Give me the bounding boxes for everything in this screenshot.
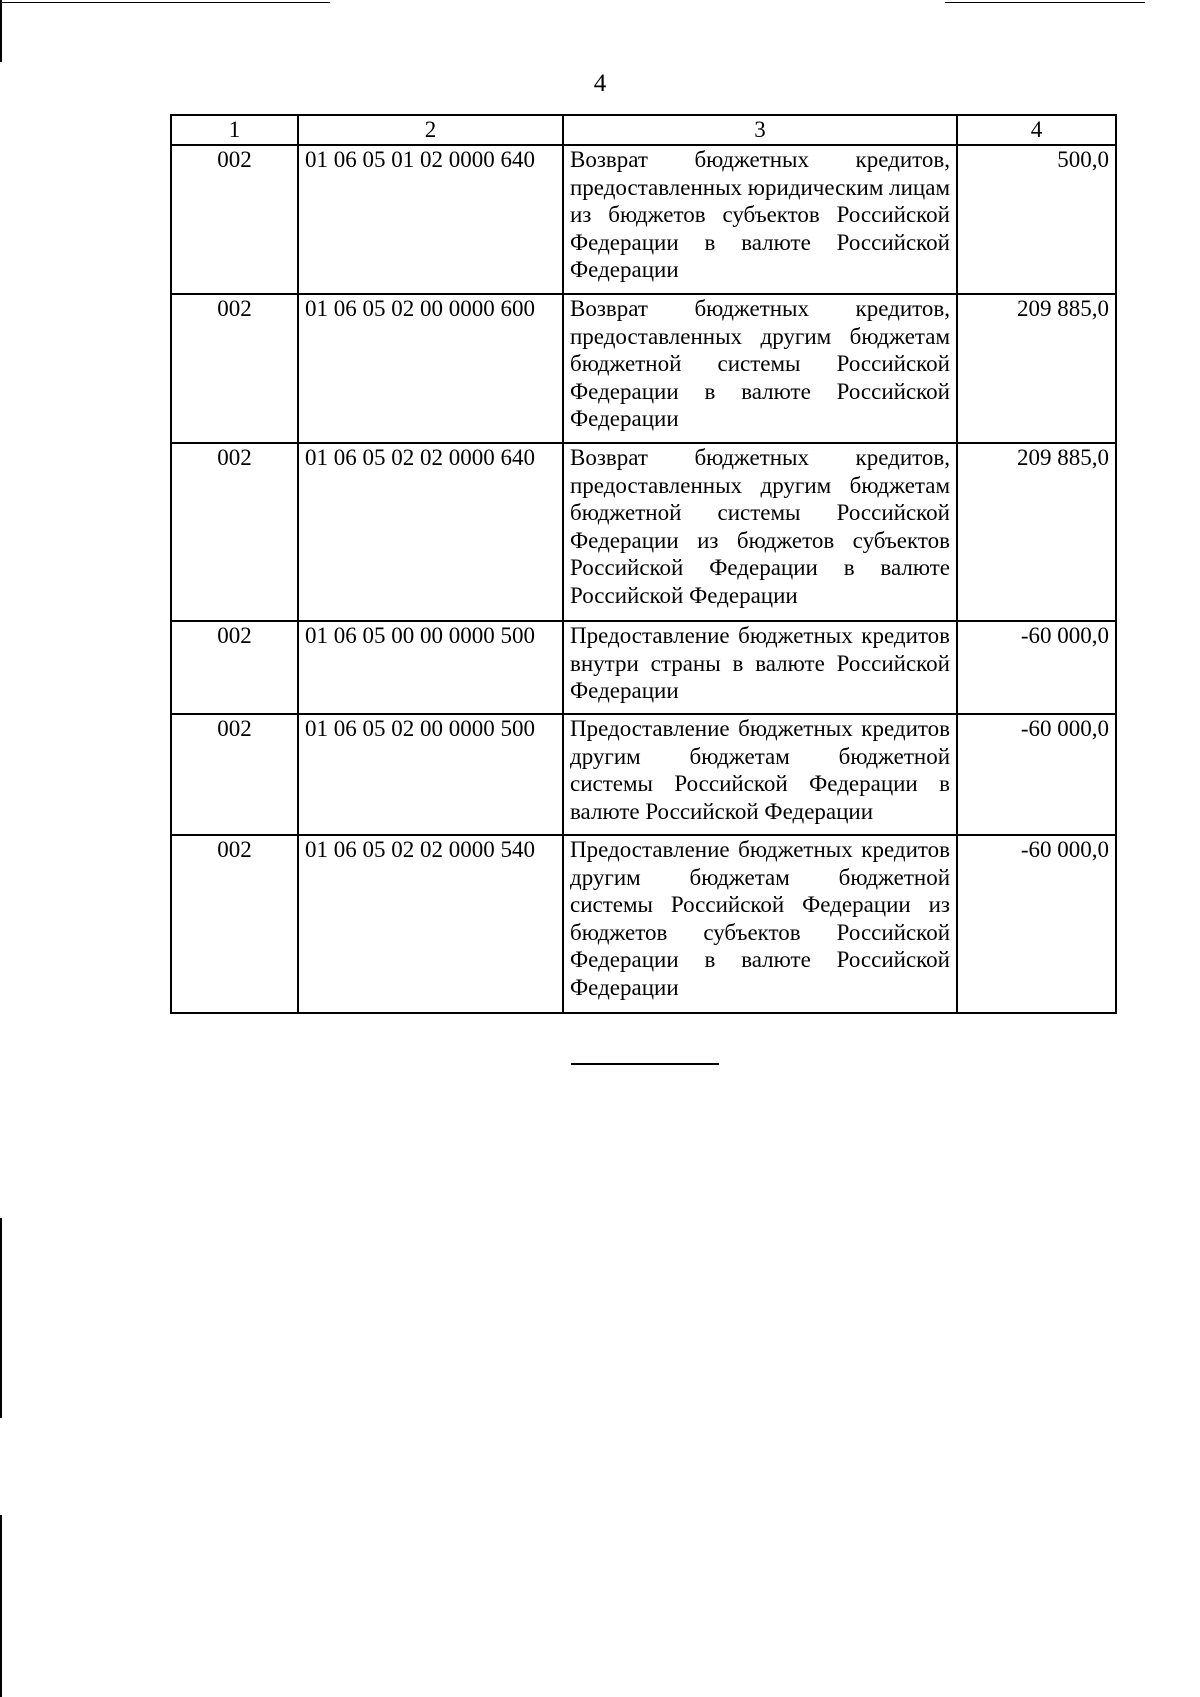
admin-code-cell: 002 [171, 443, 298, 621]
table-row [171, 714, 1116, 835]
amount-cell: 209 885,0 [957, 294, 1116, 443]
table-header-row [171, 115, 1116, 145]
scan-artifact-top-left [0, 2, 330, 3]
budget-code-cell: 01 06 05 02 00 0000 600 [298, 294, 563, 443]
page-number: 4 [593, 70, 607, 97]
scan-artifact-top-right [945, 2, 1145, 3]
admin-code-cell: 002 [171, 835, 298, 1013]
admin-code-cell: 002 [171, 714, 298, 835]
admin-code-cell: 002 [171, 294, 298, 443]
amount-cell: 500,0 [957, 145, 1116, 294]
budget-code-cell: 01 06 05 01 02 0000 640 [298, 145, 563, 294]
scan-artifact-left-edge-top [0, 0, 2, 62]
table-row [171, 294, 1116, 443]
amount-cell: -60 000,0 [957, 714, 1116, 835]
table-row [171, 145, 1116, 294]
source-name-cell: Возврат бюджетных кредитов, предоставленных юридическим лицам из бюджетов субъектов Российской Федерации в валюте Российской Федерации [563, 145, 957, 294]
column-header-3: 3 [563, 115, 957, 145]
budget-code-cell: 01 06 05 00 00 0000 500 [298, 621, 563, 714]
source-name-cell: Возврат бюджетных кредитов, предоставленных другим бюджетам бюджетной системы Российской Федерации из бюджетов субъектов Российской Федерации в валюте Российской Федерации [563, 443, 957, 621]
budget-code-cell: 01 06 05 02 02 0000 540 [298, 835, 563, 1013]
amount-cell: 209 885,0 [957, 443, 1116, 621]
scan-artifact-left-edge-mid [0, 1218, 2, 1418]
source-name-cell: Предоставление бюджетных кредитов другим бюджетам бюджетной системы Российской Федерации в валюте Российской Федерации [563, 714, 957, 835]
budget-code-cell: 01 06 05 02 00 0000 500 [298, 714, 563, 835]
table-row [171, 835, 1116, 1013]
end-of-table-rule [571, 1063, 719, 1065]
column-header-1: 1 [171, 115, 298, 145]
amount-cell: -60 000,0 [957, 835, 1116, 1013]
admin-code-cell: 002 [171, 621, 298, 714]
source-name-cell: Предоставление бюджетных кредитов внутри страны в валюте Российской Федерации [563, 621, 957, 714]
budget-sources-table [170, 114, 1117, 1014]
column-header-4: 4 [957, 115, 1116, 145]
source-name-cell: Предоставление бюджетных кредитов другим бюджетам бюджетной системы Российской Федерации из бюджетов субъектов Российской Федерации в валюте Российской Федерации [563, 835, 957, 1013]
amount-cell: -60 000,0 [957, 621, 1116, 714]
admin-code-cell: 002 [171, 145, 298, 294]
source-name-cell: Возврат бюджетных кредитов, предоставленных другим бюджетам бюджетной системы Российской Федерации в валюте Российской Федерации [563, 294, 957, 443]
table-row [171, 443, 1116, 621]
column-header-2: 2 [298, 115, 563, 145]
budget-code-cell: 01 06 05 02 02 0000 640 [298, 443, 563, 621]
table-row [171, 621, 1116, 714]
scan-artifact-left-edge-bottom [0, 1515, 2, 1697]
